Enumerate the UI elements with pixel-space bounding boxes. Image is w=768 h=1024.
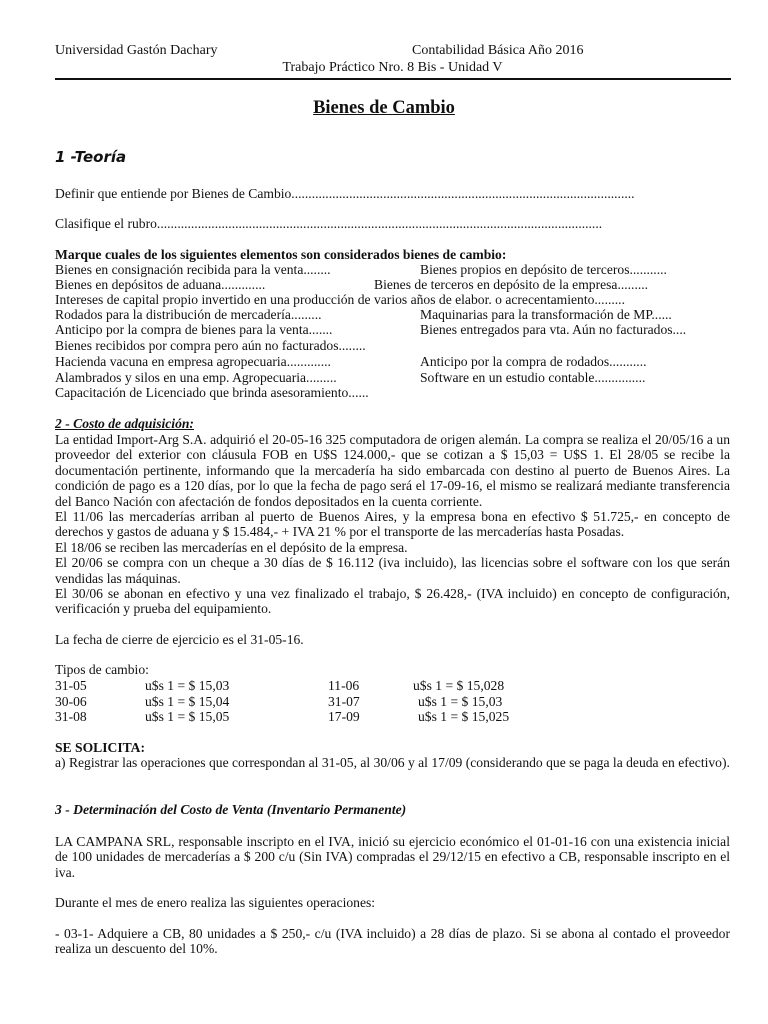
list-item: Alambrados y silos en una emp. Agropecuaria......... <box>55 370 337 385</box>
course-name: Contabilidad Básica Año 2016 <box>412 43 584 58</box>
paragraph: El 11/06 las mercaderías arriban al puerto de Buenos Aires, y la empresa bona en efectivo $ 51.725,- en concepto de derechos y gastos de aduana y $ 15.484,- + IVA 21 % por el transporte de las mercaderías hasta Posadas. <box>55 509 730 540</box>
list-heading: Marque cuales de los siguientes elementos son considerados bienes de cambio: <box>55 247 507 262</box>
section-3-heading: 3 - Determinación del Costo de Venta (Inventario Permanente) <box>55 802 407 817</box>
section-2-body <box>55 432 730 617</box>
rate-value: u$s 1 = $ 15,04 <box>145 694 230 709</box>
rates-label: Tipos de cambio: <box>55 662 149 677</box>
list-item: Bienes entregados para vta. Aún no facturados.... <box>420 322 687 337</box>
list-item: Maquinarias para la transformación de MP...... <box>420 307 672 322</box>
solicita-label: SE SOLICITA: <box>55 740 146 755</box>
rate-date: 31-07 <box>328 694 360 709</box>
list-item: Software en un estudio contable............... <box>420 370 646 385</box>
list-item: Rodados para la distribución de mercadería......... <box>55 307 322 322</box>
rate-date: 31-05 <box>55 678 87 693</box>
list-item: Bienes en consignación recibida para la venta........ <box>55 262 331 277</box>
assignment-subtitle: Trabajo Práctico Nro. 8 Bis - Unidad V <box>282 60 503 75</box>
rate-date: 11-06 <box>328 678 360 693</box>
section-3-paragraph: LA CAMPANA SRL, responsable inscripto en el IVA, inició su ejercicio económico el 01-01-16 con una existencia inicial de 100 unidades de mercaderías a $ 200 c/u (Sin IVA) compradas el 29/12/15 en efectivo a CB, responsable inscripto en el iva. <box>55 834 730 880</box>
list-item: Hacienda vacuna en empresa agropecuaria............. <box>55 354 331 369</box>
paragraph: La entidad Import-Arg S.A. adquirió el 20-05-16 325 computadora de origen alemán. La compra se realiza el 20/05/16 a un proveedor del exterior con cláusula FOB en U$S 124.000,- que se cotizan a $ 15,03 = U$S 1. El 28/05 se recibe la documentación pertinente, informando que la mercadería ha sido embarcada con destino al puerto de Buenos Aires. La condición de pago es a 120 días, por lo que la fecha de pago será el 17-09-16, el mismo se realizará mediante transferencia del Banco Nación con afectación de fondos depositados en la cuenta corriente. <box>55 432 730 509</box>
closing-date-text: La fecha de cierre de ejercicio es el 31-05-16. <box>55 632 304 647</box>
page-title: Bienes de Cambio <box>313 98 455 118</box>
question-classify: Clasifique el rubro................................................................................................................................... <box>55 216 603 231</box>
list-item: Bienes propios en depósito de terceros........... <box>420 262 667 277</box>
header-rule <box>55 78 731 80</box>
list-item: Bienes de terceros en depósito de la empresa......... <box>374 277 649 292</box>
rate-date: 31-08 <box>55 709 87 724</box>
paragraph: El 30/06 se abonan en efectivo y una vez finalizado el trabajo, $ 26.428,- (IVA incluido) en concepto de configuración, verificación y prueba del equipamiento. <box>55 586 730 617</box>
section-2-heading: 2 - Costo de adquisición: <box>55 416 194 431</box>
rate-value: u$s 1 = $ 15,03 <box>145 678 230 693</box>
section-3-paragraph: Durante el mes de enero realiza las siguientes operaciones: <box>55 895 376 910</box>
paragraph: El 20/06 se compra con un cheque a 30 días de $ 16.112 (iva incluido), las licencias sobre el software con los que serán vendidas las máquinas. <box>55 555 730 586</box>
rate-value: u$s 1 = $ 15,03 <box>418 694 503 709</box>
list-item: Anticipo por la compra de rodados........... <box>420 354 647 369</box>
rate-value: u$s 1 = $ 15,025 <box>418 709 510 724</box>
rate-date: 30-06 <box>55 694 87 709</box>
rate-value: u$s 1 = $ 15,028 <box>413 678 505 693</box>
university-name: Universidad Gastón Dachary <box>55 43 218 58</box>
paragraph: El 18/06 se reciben las mercaderías en el depósito de la empresa. <box>55 539 408 555</box>
section-3-paragraph: - 03-1- Adquiere a CB, 80 unidades a $ 250,- c/u (IVA incluido) a 28 días de plazo. Si se abona al contado el proveedor realiza un descuento del 10%. <box>55 926 730 957</box>
list-item: Anticipo por la compra de bienes para la venta....... <box>55 322 333 337</box>
section-1-heading: 1 -Teoría <box>55 148 127 166</box>
list-item: Bienes en depósitos de aduana............. <box>55 277 266 292</box>
rate-value: u$s 1 = $ 15,05 <box>145 709 230 724</box>
list-item: Intereses de capital propio invertido en una producción de varios años de elabor. o acrecentamiento......... <box>55 292 625 307</box>
list-item: Bienes recibidos por compra pero aún no facturados........ <box>55 338 366 353</box>
list-item: Capacitación de Licenciado que brinda asesoramiento...... <box>55 385 369 400</box>
question-define: Definir que entiende por Bienes de Cambio..................................................................................................... <box>55 186 635 201</box>
rate-date: 17-09 <box>328 709 360 724</box>
solicita-text: a) Registrar las operaciones que correspondan al 31-05, al 30/06 y al 17/09 (considerando que se paga la deuda en efectivo). <box>55 755 730 770</box>
